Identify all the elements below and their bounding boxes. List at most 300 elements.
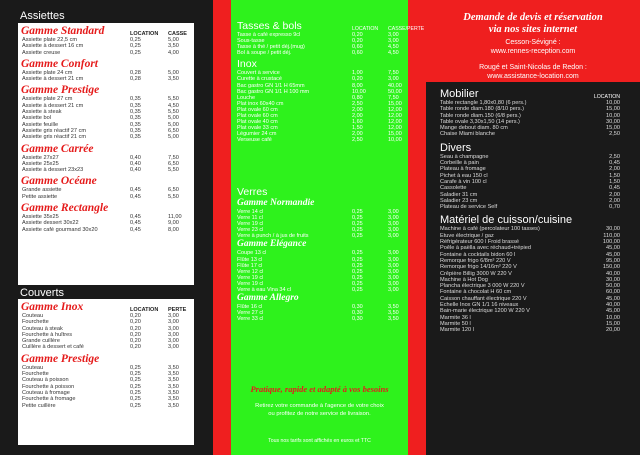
couverts-panel [18,299,194,445]
price-location: 2,50 [352,137,363,144]
group-header [18,301,194,313]
group-title: Gamme Carrée [21,142,94,155]
group-header [18,353,194,365]
price-location: 2,50 [352,100,363,107]
item-name: Echelle Inox GN 1/1 16 niveaux [440,302,519,309]
item-name: Curette à crustacé [237,76,282,83]
item-name: Marmite 36 l [440,314,471,321]
price-casse: 5,50 [168,167,179,174]
item-name: Couteau [22,313,44,319]
price-location: 2,00 [352,131,363,138]
price-location: 0,45 [130,226,141,233]
item-name: Saladier 23 cm [440,197,478,204]
price-location: 2,00 [609,191,620,198]
item-name: Plat ovale 60 cm [237,106,278,113]
quote-line-1: Demande de devis et réservation [463,12,603,23]
price-casse: 10,00 [388,137,402,144]
item-name: Coupe 13 cl [237,250,267,257]
item-name: Table ovale 3,30x1,50 (14 pers.) [440,118,520,125]
header-casse: PERTE [168,307,187,313]
item-name: Carafe à vin 100 cl [440,178,487,185]
price-location: 0,20 [130,325,141,332]
item-name: Flûte 16 cl [237,304,263,311]
price-casse: 6,50 [168,187,179,194]
group-header [18,175,194,187]
mobilier-header [426,88,640,100]
price-location: 0,45 [609,160,620,167]
item-name: Verre 19 cl [237,280,264,287]
group-title: Gamme Confort [21,57,98,70]
cuisson-title: Matériel de cuisson/cuisine [440,214,573,227]
item-name: Cassolette [440,185,467,192]
price-location: 1,00 [352,70,363,77]
item-name: Sous-tasse [237,38,265,45]
item-name: Assiette à dessert 21 cm [22,76,84,83]
price-casse: 5,50 [168,96,179,103]
item-name: Flûte 13 cl [237,256,263,263]
price-location: 0,25 [130,377,141,384]
price-location: 0,45 [130,187,141,194]
price-location: 15,00 [606,106,620,113]
item-name: Verre 19 cl [237,274,264,281]
price-casse: 3,00 [388,250,399,257]
price-location: 0,25 [352,227,363,234]
item-name: Verre 12 cl [237,268,264,275]
price-casse: 3,50 [168,389,179,396]
item-name: Machine à café (percolateur 100 tasses) [440,226,540,233]
pickup-line-1: Retirez votre commande à l'agence de votre choix [255,403,384,409]
price-casse: 3,50 [168,383,179,390]
price-location: 0,20 [130,338,141,345]
slogan: Pratique, rapide et adapté à vos besoins [250,384,389,394]
divers-title: Divers [440,141,472,154]
item-name: Assiette creuse [22,49,61,56]
price-location: 30,00 [606,118,620,125]
price-location: 2,00 [352,113,363,120]
item-name: Fourchette à poisson [22,383,75,390]
price-location: 2,00 [609,197,620,204]
item-name: Assiette à dessert 23x23 [22,167,84,174]
item-name: Machine à Hot Dog [440,276,488,283]
price-location: 60,00 [606,289,620,296]
item-name: Seau à champagne [440,153,489,160]
price-location: 0,20 [130,313,141,319]
price-casse: 5,00 [168,37,179,43]
group-title: Gamme Océane [21,175,97,188]
price-casse: 15,00 [388,100,402,107]
price-location: 0,35 [130,102,141,109]
item-name: Tasse à thé / petit déj.(mug) [237,44,305,51]
price-location: 0,25 [130,43,141,50]
item-name: Verre 33 cl [237,316,264,323]
item-name: Couteau à poisson [22,377,69,384]
price-casse: 5,00 [168,115,179,122]
price-casse: 4,00 [168,49,179,56]
item-name: Plancha électrique 3 000 W 220 V [440,283,525,290]
price-location: 50,00 [606,283,620,290]
pickup-text [213,402,426,418]
price-location: 0,25 [130,37,141,43]
item-name: Caisson chauffant électrique 220 V [440,295,527,302]
item-name: Mange debout diam. 80 cm [440,125,508,132]
item-name: Assiette à dessert 16 cm [22,43,84,50]
header-casse: CASSE [168,31,187,37]
price-location: 0,25 [352,221,363,228]
item-name: Fontaine à cocktails bidon 60 l [440,251,516,258]
item-name: Marmite 120 l [440,327,474,334]
item-name: Flûte 17 cl [237,262,263,269]
item-name: Petite cuillère [22,402,56,409]
price-location: 0,40 [130,154,141,161]
item-name: Couteau à steak [22,325,63,332]
price-casse: 3,00 [388,76,399,83]
item-name: Assiette gris réactif 27 cm [22,127,87,134]
price-casse: 9,00 [168,220,179,227]
quote-line-2: via nos sites internet [488,24,578,35]
price-location: 10,00 [606,314,620,321]
price-row [426,131,640,137]
price-location: 2,50 [609,153,620,160]
price-location: 2,50 [609,131,620,138]
price-location: 0,25 [130,364,141,371]
group-title: Gamme Elégance [237,239,307,250]
column-assiettes-couverts [0,0,213,455]
item-name: Louche [237,94,256,101]
item-name: Bac gastro GN 1/1 H 65mm [237,82,305,89]
price-casse: 3,00 [388,209,399,215]
price-location: 0,25 [130,396,141,403]
item-name: Fourchette à fromage [22,396,76,403]
price-casse: 3,00 [388,38,399,45]
item-name: Saladier 31 cm [440,191,478,198]
price-casse: 3,50 [168,43,179,50]
item-name: Poêle à paëlla avec réchaud+trépied [440,245,531,252]
group-title: Gamme Rectangle [21,202,109,215]
price-casse: 5,00 [168,121,179,128]
price-location: 0,60 [352,44,363,51]
price-row [426,204,640,210]
price-casse: 6,50 [168,127,179,134]
price-casse: 7,50 [168,154,179,161]
col3-body [426,88,640,334]
item-name: Réfrigérateur 600 l Froid brassé [440,239,519,246]
price-casse: 12,00 [388,125,402,132]
price-location: 0,35 [130,121,141,128]
item-name: Fourchette à huîtres [22,331,73,338]
price-casse: 3,00 [388,274,399,281]
price-location: 45,00 [606,245,620,252]
price-casse: 3,00 [168,331,179,338]
item-name: Table ronde diam.180 (8/10 pers.) [440,106,524,113]
price-location: 0,25 [130,383,141,390]
price-casse: 5,50 [168,109,179,116]
tasses-title: Tasses & bols [237,20,302,32]
price-location: 0,30 [352,316,363,323]
price-casse: 3,50 [168,396,179,403]
mobilier-title: Mobilier [440,88,479,100]
price-location: 0,35 [130,134,141,141]
price-location: 15,00 [606,320,620,327]
price-row [18,76,194,82]
price-casse: 15,00 [388,131,402,138]
price-location: 0,45 [130,214,141,221]
price-location: 0,35 [130,127,141,134]
group-title: Gamme Prestige [21,84,100,97]
price-location: 0,25 [130,402,141,409]
price-location: 0,25 [352,256,363,263]
item-name: Assiette café gourmand 30x20 [22,226,98,233]
price-location: 0,20 [352,32,363,38]
price-location: 8,00 [352,82,363,89]
item-name: Assiette gris réactif 21 cm [22,134,87,141]
price-row [18,227,194,233]
price-row [18,167,194,173]
price-location: 10,00 [352,88,366,95]
quote-contacts [426,39,640,81]
price-casse: 5,00 [168,134,179,141]
price-location: 1,50 [609,172,620,179]
item-name: Fourchette [22,371,49,378]
group-header [18,25,194,37]
verres-block [213,186,426,322]
price-location: 30,00 [606,276,620,283]
price-casse: 3,00 [388,221,399,228]
item-name: Tasse à café expresso 9cl [237,32,301,38]
item-name: Crêpière Billig 3000 W 220 V [440,270,512,277]
cesson-label: Cesson-Sévigné : [505,39,561,46]
price-row [18,50,194,56]
item-name: Assiette à steak [22,109,62,116]
price-casse: 40,00 [388,82,402,89]
price-casse: 12,00 [388,113,402,120]
price-location: 0,35 [130,96,141,103]
item-name: Bain-marie électrique 1200 W 220 V [440,308,530,315]
price-location: 45,00 [606,308,620,315]
item-name: Plateau à fromage [440,166,486,173]
item-name: Fontaine à chocolat H 60 cm [440,289,512,296]
rouge-label: Rougé et Saint-Nicolas de Redon : [479,64,587,71]
item-name: Couteau à fromage [22,389,70,396]
group-title: Gamme Inox [21,301,84,313]
item-name: Chaise Miami blanche [440,131,496,138]
price-casse: 3,00 [168,338,179,345]
item-name: Marmite 50 l [440,320,471,327]
price-location: 20,00 [606,327,620,334]
price-location: 110,00 [603,232,620,239]
price-location: 0,25 [352,209,363,215]
price-casse: 3,00 [388,268,399,275]
item-name: Couvert à service [237,70,280,77]
price-location: 45,00 [606,295,620,302]
inox-title: Inox [237,58,257,71]
item-name: Assiette 35x25 [22,214,59,221]
price-location: 0,25 [352,233,363,240]
price-location: 0,25 [352,268,363,275]
item-name: Verseuse café [237,137,272,144]
price-location: 0,30 [352,304,363,311]
price-location: 150,00 [602,264,620,271]
group-header [18,202,194,214]
price-casse: 6,50 [168,160,179,167]
item-name: Verre 27 cl [237,310,264,317]
item-name: Plateau de service Self [440,204,498,211]
price-location: 2,00 [352,106,363,113]
price-location: 0,30 [352,310,363,317]
item-name: Légumier 24 cm [237,131,277,138]
price-location: 0,45 [130,193,141,200]
header-location: LOCATION [130,307,159,313]
item-name: Verre 19 cl [237,221,264,228]
item-name: Assiette dessert 30x22 [22,220,79,227]
price-row [18,344,194,350]
group-title: Gamme Allegro [237,293,299,304]
price-location: 0,35 [130,115,141,122]
item-name: Remorque frigo 6/8m³ 220 V [440,257,511,264]
price-casse: 3,50 [168,377,179,384]
price-location: 0,25 [352,287,363,294]
price-location: 0,25 [130,389,141,396]
header-casse-perte: CASSE/PERTE [388,26,425,32]
item-name: Verre 14 cl [237,209,264,215]
price-location: 10,00 [606,100,620,106]
item-name: Plat ovale 60 cm [237,113,278,120]
group-header [18,143,194,155]
price-location: 0,28 [130,69,141,76]
item-name: Bol à soupe / petit déj. [237,50,292,57]
price-casse: 3,00 [168,325,179,332]
price-location: 0,25 [352,262,363,269]
price-row [18,134,194,140]
item-name: Assiette à dessert 21 cm [22,102,84,109]
price-casse: 3,50 [388,310,399,317]
group-title: Gamme Standard [21,25,105,37]
price-casse: 3,50 [168,364,179,371]
item-name: Pichet à eau 150 cl [440,172,488,179]
item-name: Remorque frigo 14/16m³ 220 V [440,264,517,271]
price-casse: 12,00 [388,106,402,113]
price-casse: 3,00 [388,227,399,234]
price-location: 1,50 [352,125,363,132]
assiettes-panel [18,23,194,285]
price-row [213,137,426,143]
group-title: Gamme Normandie [237,198,315,208]
tasses-inox-block [213,20,426,144]
verres-title: Verres [237,186,268,198]
price-location: 0,40 [130,167,141,174]
item-name: Verre à eau Vina 34 cl [237,287,292,294]
item-name: Table rectangle 1,80x0,80 (6 pers.) [440,100,527,106]
price-casse: 4,50 [388,50,399,57]
item-name: Etuve électrique / gaz [440,232,494,239]
item-name: Plat ovale 40 cm [237,119,278,126]
item-name: Bac gastro GN 1/1 H 100 mm [237,88,310,95]
column-tasses-inox-verres [213,0,426,455]
price-casse: 3,50 [388,304,399,311]
price-location: 0,20 [352,38,363,45]
price-location: 0,28 [130,76,141,83]
footer-note: Tous nos tarifs sont affichés en euros et TTC [268,438,371,444]
price-casse: 4,50 [388,44,399,51]
pickup-line-2: ou profitez de notre service de livraison. [268,411,371,417]
price-location: 30,00 [606,226,620,233]
price-row [213,316,426,322]
price-casse: 3,50 [388,316,399,323]
price-location: 95,00 [606,257,620,264]
price-casse: 11,00 [168,214,182,221]
item-name: Grande assiette [22,187,62,194]
price-location: 45,00 [606,251,620,258]
price-row [18,194,194,200]
price-location: 0,80 [352,94,363,101]
price-casse: 7,50 [388,70,399,77]
price-location: 0,20 [130,319,141,326]
price-casse: 4,50 [168,102,179,109]
price-casse: 3,00 [388,215,399,222]
price-location: 100,00 [602,239,620,246]
price-casse: 12,00 [388,119,402,126]
item-name: Assiette 25x25 [22,160,59,167]
price-location: 1,60 [352,119,363,126]
item-name: Assiette 27x27 [22,154,59,161]
item-name: Verre 23 cl [237,227,264,234]
price-location: 0,25 [130,371,141,378]
price-location: 0,20 [130,331,141,338]
tasses-header [213,20,426,32]
group-header [18,84,194,96]
item-name: Grande cuillère [22,338,60,345]
price-casse: 3,00 [388,233,399,240]
item-name: Assiette plate 22,5 cm [22,37,78,43]
group-title: Gamme Prestige [21,352,100,365]
header-location: LOCATION [130,31,159,37]
item-name: Cuillère à dessert et café [22,344,84,351]
price-casse: 3,00 [388,280,399,287]
price-casse: 7,50 [388,94,399,101]
price-casse: 50,00 [388,88,402,95]
item-name: Couteau [22,364,44,371]
price-casse: 5,50 [168,193,179,200]
price-location: 15,00 [606,125,620,132]
price-casse: 3,00 [388,262,399,269]
column-mobilier-divers-cuisson [426,0,640,455]
price-casse: 3,00 [168,313,179,319]
price-location: 0,25 [352,215,363,222]
item-name: Table ronde diam.150 (6/8 pers.) [440,112,521,119]
item-name: Assiette bol [22,115,51,122]
item-name: Assiette plate 24 cm [22,69,73,76]
price-casse: 3,00 [388,287,399,294]
price-casse: 3,00 [168,319,179,326]
price-location: 0,70 [609,204,620,211]
price-casse: 3,50 [168,402,179,409]
price-location: 0,25 [352,280,363,287]
item-name: Assiette plate 27 cm [22,96,73,103]
rouge-url-link[interactable]: www.assistance-location.com [487,72,579,80]
price-location: 1,50 [609,178,620,185]
price-location: 0,60 [352,50,363,57]
price-casse: 3,50 [168,371,179,378]
item-name: Plat ovale 33 cm [237,125,278,132]
quote-heading [426,12,640,36]
price-casse: 3,00 [388,32,399,38]
cesson-url-link[interactable]: www.rennes-reception.com [490,47,576,55]
price-location: 0,35 [130,109,141,116]
price-casse: 3,00 [168,344,179,351]
item-name: Fourchette [22,319,49,326]
price-location: 40,00 [606,302,620,309]
price-location: 0,25 [352,274,363,281]
item-name: Petite assiette [22,193,58,200]
